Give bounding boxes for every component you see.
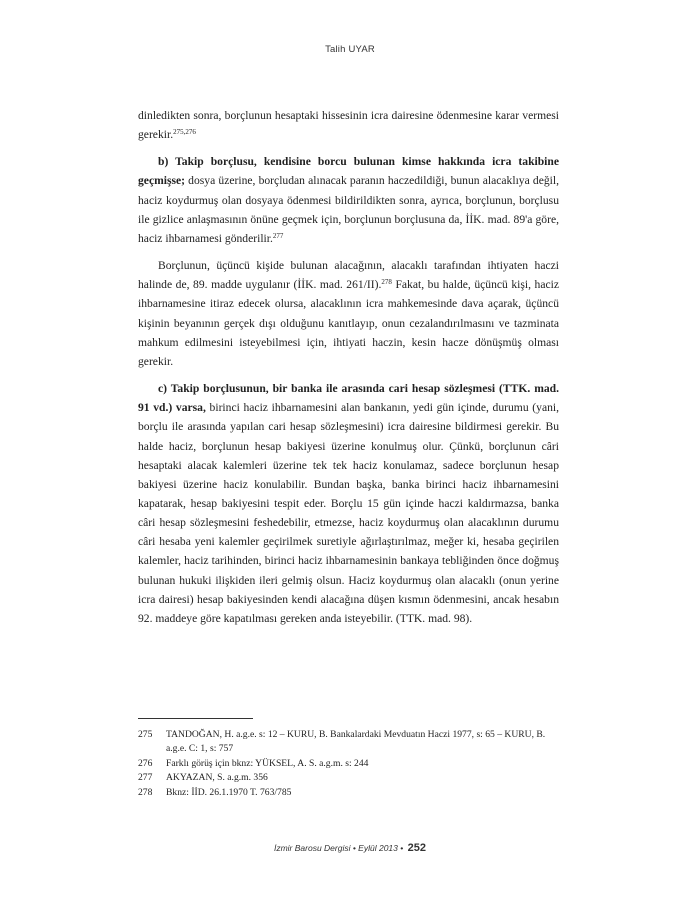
footnote-text: AKYAZAN, S. a.g.m. 356 (166, 772, 268, 784)
footnote-ref-277[interactable]: 277 (272, 231, 284, 240)
paragraph-3-text-a: Borçlunun, üçüncü kişide bulunan alacağının, alacaklı tarafından ihtiyaten haczi halinde de, 89. madde uygulanır (İİK. mad. 261/II). (138, 259, 559, 292)
paragraph-3 (138, 256, 559, 371)
footnote-item (138, 771, 559, 785)
footnote-item (138, 728, 559, 757)
footnote-item (138, 786, 559, 800)
paragraph-2-heading: b) Takip borçlusu, kendisine borcu bulunan kimse hakkında icra takibine geçmişse; (138, 155, 559, 188)
footnote-number: 277 (138, 772, 153, 784)
footnote-text: TANDOĞAN, H. a.g.e. s: 12 – KURU, B. Bankalardaki Mevduatın Haczi 1977, s: 65 – KURU, B. a.g.e. C: 1, s: 757 (166, 729, 546, 755)
running-head-author: Talih UYAR (325, 44, 375, 55)
page-footer (0, 838, 700, 856)
paragraph-4-heading: c) Takip borçlusunun, bir banka ile arasında cari hesap sözleşmesi (TTK. mad. 91 vd.) varsa, (138, 382, 559, 415)
body-text (138, 106, 559, 628)
footnote-text: Farklı görüş için bknz: YÜKSEL, A. S. a.g.m. s: 244 (166, 757, 369, 769)
footnote-number: 276 (138, 757, 153, 769)
footnote-separator (138, 718, 253, 719)
footnote-number: 278 (138, 786, 153, 798)
paragraph-2 (138, 152, 559, 248)
page-number: 252 (407, 842, 427, 854)
paragraph-4-text: birinci haciz ihbarnamesini alan bankanın, yedi gün içinde, durumu (yani, borçlu ile arasında yapılan cari hesap sözleşmesini) icra dairesine bildirmesi gerekir. Bu halde haciz, borçlunun hesap bakiyesi üzerine konulmuş olur. Çünkü, borçlunun câri hesaptaki alacak kalemleri üzerine tek tek haciz konulamaz, sadece borçlunun hesap bakiyesi üzerine haciz konulabilir. Bundan başka, banka birinci haciz ihbarnamesini kapatarak, hesap bakiyesini tespit eder. Borçlu 15 gün içinde haczi kaldırmazsa, banka câri hesap sözleşmesini feshedebilir, etmezse, haciz koydurmuş olan alacaklının durumu câri hesaba yeni kalemler geçirilmek suretiyle ağırlaştırılmaz, meğer ki, hesaba geçirilen kalemler, haciz tarihinden, birinci haciz ihbarnamesinin bankaya tebliğinden önce doğmuş bulunan hukuki ilişkiden ileri gelmiş olsun. Haciz koydurmuş olan alacaklı (onun yerine icra dairesi) hesap bakiyesinden kendi alacağına düşen kısmın ödenmesini, ancak hesabın 92. maddeye göre kapatılması gereken anda isteyebilir. (TTK. mad. 98). (138, 401, 560, 625)
footnote-ref-275-276[interactable]: 275,276 (173, 128, 196, 137)
footnotes (138, 728, 559, 800)
paragraph-1 (138, 106, 559, 144)
paragraph-4 (138, 379, 559, 628)
footnote-text: Bknz: İİD. 26.1.1970 T. 763/785 (166, 786, 292, 798)
footnote-ref-278[interactable]: 278 (381, 278, 392, 287)
footnote-number: 275 (138, 729, 153, 740)
journal-name: İzmir Barosu Dergisi • Eylül 2013 • (273, 843, 404, 853)
paragraph-2-text: dosya üzerine, borçludan alınacak paranın haczedildiği, bunun alacaklıya değil, haciz koydurmuş olan dosyaya ödenmesi bildirildikten sonra, ayrıca, borçlunun, borçlusu ile gizlice anlaşmasının önüne geçmek için, borçlunun borçlusuna da, İİK. mad. 89'a göre, haciz ihbarnamesi gönderilir. (138, 174, 559, 245)
paragraph-3-text-b: Fakat, bu halde, üçüncü kişi, haciz ihbarnamesine itiraz edecek olursa, alacaklının icra mahkemesinde dava açarak, üçüncü kişinin beyanının gerçek dışı olduğunu kanıtlayıp, onun cezalandırılmasını ve tazminata mahkum edilmesini isteyebilmesi için, ihtiyati haczin, kesin hacze dönüşmüş olması gerekir. (138, 278, 560, 368)
paragraph-1-text: dinledikten sonra, borçlunun hesaptaki hissesinin icra dairesine ödenmesine karar vermesi gerekir. (138, 109, 559, 142)
footnote-item (138, 757, 559, 771)
